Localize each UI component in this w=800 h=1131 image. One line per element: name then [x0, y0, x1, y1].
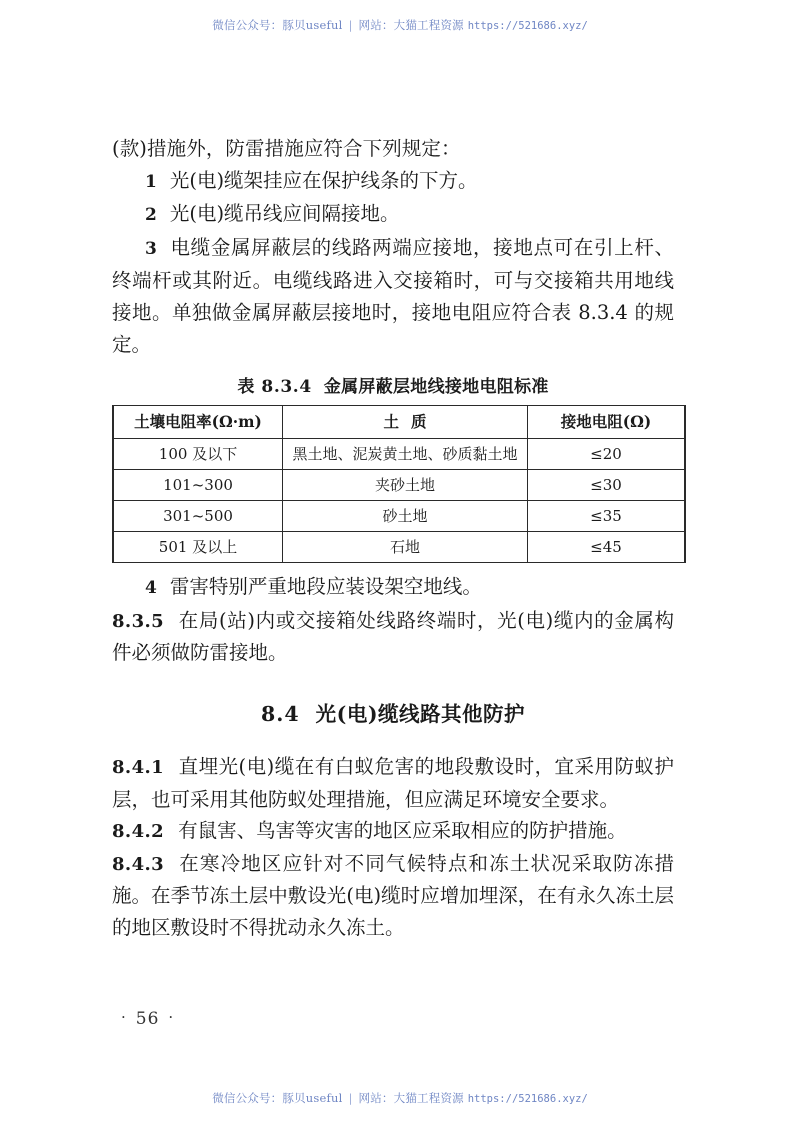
list-item-text: 电缆金属屏蔽层的线路两端应接地，接地点可在引上杆、终端杆或其附近。电缆线路进入交接箱时，可与交接箱共用地线接地。单独做金属屏蔽层接地时，接地电阻应符合表 8.3.4 的规定。 [112, 235, 674, 356]
table-cell-resistance: ≤35 [528, 501, 686, 532]
watermark-site-name: 大猫工程资源 [393, 18, 464, 32]
page-content [112, 133, 674, 944]
watermark-top [0, 17, 800, 33]
table-row [113, 439, 685, 470]
watermark-bottom [0, 1090, 800, 1106]
watermark-url: https://521686.xyz/ [467, 1093, 588, 1105]
table-cell-resistance: ≤20 [528, 439, 686, 470]
list-item-number: 2 [145, 205, 157, 226]
watermark-url: https://521686.xyz/ [467, 20, 588, 32]
list-item-text: 光(电)缆吊线应间隔接地。 [169, 202, 400, 226]
table-header-row [113, 406, 685, 439]
section-heading-8-4 [112, 697, 674, 727]
table-caption [112, 372, 674, 397]
table-cell-resistivity: 101~300 [113, 470, 283, 501]
clause-text: 在寒冷地区应针对不同气候特点和冻土状况采取防冻措施。在季节冻土层中敷设光(电)缆时应增加埋深，在有永久冻土层的地区敷设时不得扰动永久冻土。 [112, 851, 674, 939]
clause-8-3-5 [112, 605, 674, 669]
clause-text: 有鼠害、鸟害等灾害的地区应采取相应的防护措施。 [178, 819, 627, 843]
resistance-standard-table [112, 405, 686, 563]
watermark-separator: | [348, 18, 353, 32]
clause-number: 8.4.1 [112, 756, 165, 778]
table-header-cell: 土壤电阻率(Ω·m) [113, 406, 283, 439]
clause-8-4-3 [112, 848, 674, 944]
table-cell-resistivity: 301~500 [113, 501, 283, 532]
page-folio [112, 1008, 183, 1029]
table-cell-resistivity: 100 及以下 [113, 439, 283, 470]
list-item [112, 571, 674, 605]
folio-left-dot: · [121, 1008, 127, 1026]
table-header-cell: 土质 [283, 406, 528, 439]
table-cell-soil: 砂土地 [283, 501, 528, 532]
table-cell-soil: 夹砂土地 [283, 470, 528, 501]
list-item-number: 1 [145, 171, 157, 192]
table-cell-soil: 石地 [283, 532, 528, 563]
list-item-text: 光(电)缆架挂应在保护线条的下方。 [169, 168, 478, 192]
watermark-account: 豚贝useful [282, 1091, 343, 1105]
list-item-number: 3 [145, 238, 157, 259]
clause-number: 8.4.3 [112, 853, 165, 875]
watermark-site-name: 大猫工程资源 [393, 1091, 464, 1105]
list-item [112, 198, 674, 232]
watermark-separator: | [348, 1091, 353, 1105]
clause-8-4-2 [112, 815, 674, 848]
section-number: 8.4 [260, 701, 300, 726]
watermark-account: 豚贝useful [282, 18, 343, 32]
clause-number: 8.4.2 [112, 821, 165, 843]
watermark-site-label: 网站： [358, 18, 394, 32]
watermark-prefix: 微信公众号： [212, 18, 283, 32]
section-title: 光(电)缆线路其他防护 [315, 701, 526, 726]
clause-text: 直埋光(电)缆在有白蚁危害的地段敷设时，宜采用防蚁护层，也可采用其他防蚁处理措施，但应满足环境安全要求。 [112, 754, 674, 811]
table-cell-resistivity: 501 及以上 [113, 532, 283, 563]
page-number: 56 [135, 1009, 160, 1029]
table-row [113, 532, 685, 563]
folio-right-dot: · [168, 1008, 175, 1026]
table-row [113, 470, 685, 501]
table-caption-title: 金属屏蔽层地线接地电阻标准 [323, 377, 549, 398]
table-header-cell: 接地电阻(Ω) [528, 406, 686, 439]
list-item-number: 4 [145, 578, 157, 599]
clause-8-4-1 [112, 751, 674, 815]
list-item [112, 165, 674, 199]
table-caption-number: 表 8.3.4 [237, 377, 312, 398]
watermark-site-label: 网站： [358, 1091, 394, 1105]
clause-number: 8.3.5 [112, 610, 165, 632]
table-cell-resistance: ≤45 [528, 532, 686, 563]
table-row [113, 501, 685, 532]
table-cell-soil: 黑土地、泥炭黄土地、砂质黏土地 [283, 439, 528, 470]
clause-text: 在局(站)内或交接箱处线路终端时，光(电)缆内的金属构件必须做防雷接地。 [112, 608, 674, 665]
list-item [112, 232, 674, 360]
watermark-prefix: 微信公众号： [212, 1091, 283, 1105]
list-item-text: 雷害特别严重地段应装设架空地线。 [169, 575, 482, 599]
table-cell-resistance: ≤30 [528, 470, 686, 501]
lead-paragraph: (款)措施外，防雷措施应符合下列规定： [112, 137, 461, 160]
